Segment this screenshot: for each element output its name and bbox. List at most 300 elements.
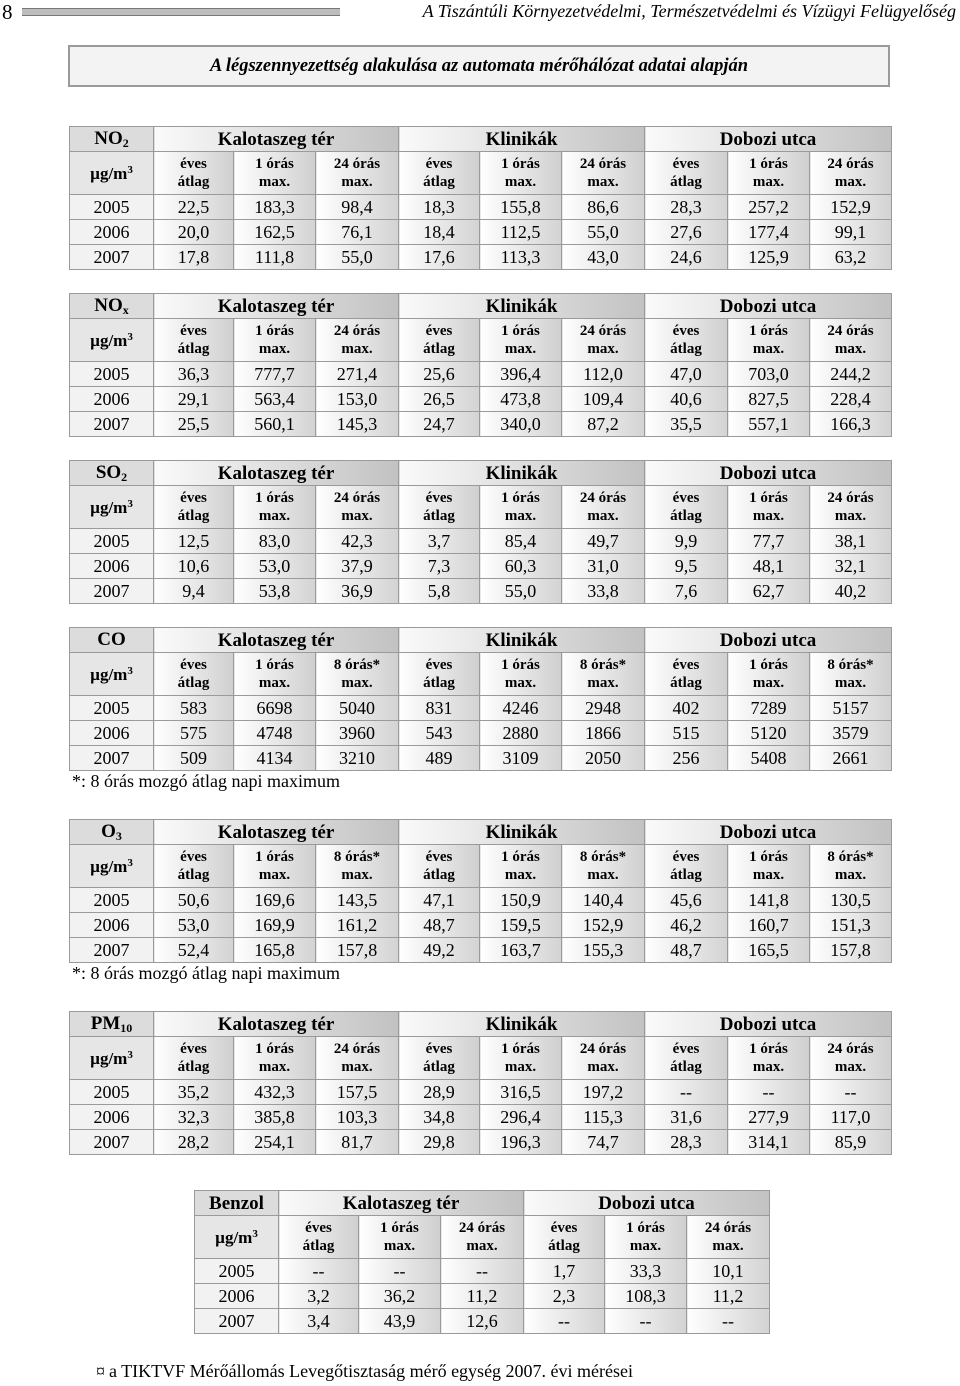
annual-mean-header-label-line1: éves [305, 1219, 332, 1236]
hourly-max-header [480, 319, 562, 362]
station-header: Dobozi utca [645, 461, 892, 486]
value-cell: 55,0 [480, 579, 562, 604]
daily-max-header-label [316, 1042, 398, 1075]
year-cell: 2006 [70, 220, 154, 245]
value-cell: 85,9 [810, 1130, 892, 1155]
annual-mean-header [399, 1037, 480, 1080]
value-cell: 47,0 [645, 362, 728, 387]
hourly-max-header-label-line2: max. [258, 173, 291, 190]
unit-label [90, 1049, 133, 1068]
hourly-max-header-label [605, 1221, 686, 1254]
value-cell: 2948 [562, 696, 645, 721]
hourly-max-header [234, 152, 316, 195]
daily-max-header-label-line1: 8 órás* [579, 848, 627, 865]
value-cell: 197,2 [562, 1080, 645, 1105]
value-cell: 50,6 [154, 888, 234, 913]
daily-max-header-label-line2: max. [466, 1237, 498, 1254]
value-cell: 157,8 [316, 938, 399, 963]
annual-mean-header-label-line1: éves [180, 489, 207, 506]
value-cell: 169,6 [234, 888, 316, 913]
daily-max-header [687, 1216, 770, 1259]
annual-mean-header [645, 1037, 728, 1080]
daily-max-header-label [687, 1221, 769, 1254]
unit-text: µg/m [90, 664, 128, 684]
table-row [70, 387, 892, 412]
page-number: 8 [2, 0, 13, 24]
hourly-max-header-label [480, 157, 561, 190]
annual-mean-header [154, 845, 234, 888]
value-cell: -- [441, 1259, 524, 1284]
annual-mean-header-label [399, 658, 479, 691]
annual-mean-header [399, 152, 480, 195]
unit-label [90, 498, 133, 517]
daily-max-header-label-line2: max. [587, 1058, 619, 1075]
value-cell: 38,1 [810, 529, 892, 554]
hourly-max-header-label-line2: max. [752, 674, 785, 691]
annual-mean-header [399, 486, 480, 529]
daily-max-header-label [562, 324, 644, 357]
year-cell: 2007 [70, 1130, 154, 1155]
station-header: Klinikák [399, 127, 645, 152]
value-cell: 35,5 [645, 412, 728, 437]
daily-max-header [810, 319, 892, 362]
hourly-max-header-label [728, 1042, 809, 1075]
value-cell: 22,5 [154, 195, 234, 220]
year-cell: 2006 [195, 1284, 279, 1309]
hourly-max-header-label-line1: 1 órás [749, 489, 788, 506]
unit-text: µg/m [90, 856, 128, 876]
year-cell: 2005 [70, 696, 154, 721]
station-header-row [195, 1191, 770, 1216]
unit-superscript: 3 [127, 1048, 133, 1061]
hourly-max-header-label-line2: max. [383, 1237, 416, 1254]
daily-max-header-label-line2: max. [341, 1058, 373, 1075]
daily-max-header-label-line1: 24 órás [458, 1219, 506, 1236]
value-cell: 1,7 [524, 1259, 605, 1284]
pollutant-subscript: 2 [121, 470, 128, 484]
value-cell: 256 [645, 746, 728, 771]
value-cell: 17,8 [154, 245, 234, 270]
pollutant-symbol: PM [90, 1013, 121, 1034]
daily-max-header-label [562, 658, 644, 691]
value-cell: 296,4 [480, 1105, 562, 1130]
unit-text: µg/m [90, 330, 128, 350]
hourly-max-header-label-line2: max. [504, 674, 537, 691]
value-cell: 228,4 [810, 387, 892, 412]
daily-max-header [562, 486, 645, 529]
value-cell: 432,3 [234, 1080, 316, 1105]
daily-max-header-label-line1: 8 órás* [827, 656, 874, 673]
value-cell: 85,4 [480, 529, 562, 554]
daily-max-header-label [316, 324, 398, 357]
pollutant-subscript: 10 [120, 1021, 133, 1035]
value-cell: 5408 [728, 746, 810, 771]
hourly-max-header-label-line1: 1 órás [501, 489, 540, 506]
daily-max-header [562, 1037, 645, 1080]
value-cell: 3,2 [279, 1284, 359, 1309]
daily-max-header-label-line1: 24 órás [579, 155, 627, 172]
value-cell: 5040 [316, 696, 399, 721]
value-cell: 152,9 [810, 195, 892, 220]
station-header-row [70, 820, 892, 845]
station-header: Klinikák [399, 294, 645, 319]
value-cell: 43,0 [562, 245, 645, 270]
hourly-max-header-label-line2: max. [752, 340, 785, 357]
annual-mean-header-label [154, 157, 233, 190]
station-header: Klinikák [399, 820, 645, 845]
value-cell: 36,3 [154, 362, 234, 387]
value-cell: 5120 [728, 721, 810, 746]
daily-max-header-label-line2: max. [587, 507, 619, 524]
hourly-max-header-label [728, 324, 809, 357]
daily-max-header-label-line2: max. [587, 340, 619, 357]
annual-mean-header [645, 486, 728, 529]
station-header: Kalotaszeg tér [154, 1012, 399, 1037]
value-cell: 63,2 [810, 245, 892, 270]
value-cell: 83,0 [234, 529, 316, 554]
hourly-max-header-label [480, 324, 561, 357]
table-row [70, 938, 892, 963]
value-cell: 3,4 [279, 1309, 359, 1334]
annual-mean-header [154, 1037, 234, 1080]
hourly-max-header-label-line1: 1 órás [501, 155, 540, 172]
hourly-max-header-label [728, 491, 809, 524]
hourly-max-header-label [234, 157, 315, 190]
value-cell: 33,8 [562, 579, 645, 604]
value-cell: 2050 [562, 746, 645, 771]
value-cell: 560,1 [234, 412, 316, 437]
pollutant-symbol: NO [94, 128, 123, 149]
metric-header-row [70, 152, 892, 195]
value-cell: 196,3 [480, 1130, 562, 1155]
value-cell: 28,3 [645, 195, 728, 220]
annual-mean-header-label-line1: éves [550, 1219, 578, 1236]
daily-max-header [316, 653, 399, 696]
table-row [70, 579, 892, 604]
value-cell: 3109 [480, 746, 562, 771]
value-cell: 18,4 [399, 220, 480, 245]
metric-header-row [70, 1037, 892, 1080]
hourly-max-header [359, 1216, 441, 1259]
daily-max-header-label-line1: 24 órás [827, 489, 874, 506]
unit-text: µg/m [215, 1227, 253, 1247]
table-row [70, 529, 892, 554]
value-cell: 74,7 [562, 1130, 645, 1155]
daily-max-header-label-line1: 24 órás [333, 155, 381, 172]
daily-max-header-label-line1: 24 órás [827, 155, 874, 172]
value-cell: 17,6 [399, 245, 480, 270]
daily-max-header [316, 319, 399, 362]
hourly-max-header [480, 152, 562, 195]
hourly-max-header-label-line2: max. [258, 674, 291, 691]
value-cell: 113,3 [480, 245, 562, 270]
hourly-max-header [728, 152, 810, 195]
hourly-max-header-label-line1: 1 órás [255, 656, 294, 673]
value-cell: 81,7 [316, 1130, 399, 1155]
station-header-row [70, 294, 892, 319]
hourly-max-header [728, 653, 810, 696]
annual-mean-header-label-line2: átlag [423, 1058, 455, 1075]
running-header-rule [22, 8, 340, 16]
value-cell: 125,9 [728, 245, 810, 270]
daily-max-header-label-line1: 24 órás [579, 1040, 627, 1057]
daily-max-header-label-line1: 8 órás* [333, 656, 381, 673]
hourly-max-header-label-line1: 1 órás [749, 848, 788, 865]
pollutant-name [70, 461, 154, 486]
table-row [70, 245, 892, 270]
value-cell: 3960 [316, 721, 399, 746]
hourly-max-header-label [480, 491, 561, 524]
value-cell: 111,8 [234, 245, 316, 270]
value-cell: 52,4 [154, 938, 234, 963]
hourly-max-header-label-line1: 1 órás [255, 489, 294, 506]
value-cell: 703,0 [728, 362, 810, 387]
daily-max-header-label [562, 1042, 644, 1075]
pollutant-table [69, 460, 892, 604]
daily-max-header-label-line2: max. [834, 173, 867, 190]
value-cell: 45,6 [645, 888, 728, 913]
running-header: A Tiszántúli Környezetvédelmi, Természetvédelmi és Vízügyi Felügyelőség [422, 1, 956, 21]
table-row [70, 696, 892, 721]
value-cell: 76,1 [316, 220, 399, 245]
value-cell: -- [279, 1259, 359, 1284]
unit-cell [70, 845, 154, 888]
annual-mean-header-label-line1: éves [180, 1040, 207, 1057]
value-cell: 2880 [480, 721, 562, 746]
station-header: Klinikák [399, 1012, 645, 1037]
hourly-max-header-label-line1: 1 órás [749, 155, 788, 172]
value-cell: 143,5 [316, 888, 399, 913]
daily-max-header-label-line2: max. [834, 1058, 867, 1075]
unit-cell [70, 1037, 154, 1080]
daily-max-header-label-line2: max. [341, 340, 373, 357]
hourly-max-header-label [359, 1221, 440, 1254]
station-header: Klinikák [399, 628, 645, 653]
hourly-max-header-label-line2: max. [504, 1058, 537, 1075]
year-cell: 2007 [70, 579, 154, 604]
value-cell: 155,8 [480, 195, 562, 220]
annual-mean-header-label [154, 324, 233, 357]
value-cell: 47,1 [399, 888, 480, 913]
annual-mean-header-label-line2: átlag [670, 340, 702, 357]
value-cell: 2661 [810, 746, 892, 771]
pollutant-name [70, 628, 154, 653]
moving-average-note: *: 8 órás mozgó átlag napi maximum [72, 771, 340, 791]
daily-max-header-label-line1: 8 órás* [579, 656, 627, 673]
annual-mean-header-label-line2: átlag [177, 1058, 210, 1075]
footnote [96, 1361, 633, 1382]
value-cell: 163,7 [480, 938, 562, 963]
daily-max-header [810, 1037, 892, 1080]
daily-max-header-label [810, 157, 891, 190]
hourly-max-header [480, 845, 562, 888]
year-cell: 2007 [70, 746, 154, 771]
value-cell: 151,3 [810, 913, 892, 938]
value-cell: 271,4 [316, 362, 399, 387]
hourly-max-header-label-line2: max. [258, 507, 291, 524]
unit-label [215, 1228, 258, 1247]
value-cell: 9,5 [645, 554, 728, 579]
annual-mean-header-label [399, 1042, 479, 1075]
station-header: Kalotaszeg tér [154, 294, 399, 319]
unit-superscript: 3 [127, 330, 133, 343]
daily-max-header-label-line2: max. [834, 507, 867, 524]
daily-max-header-label [810, 850, 891, 883]
annual-mean-header [645, 845, 728, 888]
value-cell: 385,8 [234, 1105, 316, 1130]
year-cell: 2005 [70, 1080, 154, 1105]
value-cell: 166,3 [810, 412, 892, 437]
value-cell: 62,7 [728, 579, 810, 604]
annual-mean-header-label-line1: éves [180, 656, 207, 673]
annual-mean-header [399, 653, 480, 696]
hourly-max-header-label-line1: 1 órás [255, 155, 294, 172]
value-cell: -- [645, 1080, 728, 1105]
value-cell: 7289 [728, 696, 810, 721]
value-cell: 25,6 [399, 362, 480, 387]
annual-mean-header-label-line2: átlag [177, 674, 210, 691]
value-cell: 489 [399, 746, 480, 771]
value-cell: 99,1 [810, 220, 892, 245]
hourly-max-header-label-line2: max. [258, 340, 291, 357]
value-cell: 575 [154, 721, 234, 746]
pollutant-subscript: x [122, 303, 129, 317]
annual-mean-header-label-line2: átlag [548, 1237, 580, 1254]
value-cell: 55,0 [316, 245, 399, 270]
pollutant-symbol: SO [95, 462, 122, 483]
daily-max-header-label-line2: max. [587, 866, 619, 883]
hourly-max-header-label-line2: max. [504, 507, 537, 524]
daily-max-header-label [316, 850, 398, 883]
station-header: Klinikák [399, 461, 645, 486]
annual-mean-header-label-line1: éves [672, 322, 700, 339]
daily-max-header-label-line2: max. [712, 1237, 744, 1254]
value-cell: 5157 [810, 696, 892, 721]
hourly-max-header [234, 653, 316, 696]
value-cell: 160,7 [728, 913, 810, 938]
value-cell: 11,2 [687, 1284, 770, 1309]
annual-mean-header-label [645, 157, 727, 190]
value-cell: 28,9 [399, 1080, 480, 1105]
unit-text: µg/m [90, 1048, 128, 1068]
year-cell: 2007 [70, 412, 154, 437]
value-cell: 165,5 [728, 938, 810, 963]
station-header: Kalotaszeg tér [154, 820, 399, 845]
station-header: Dobozi utca [645, 127, 892, 152]
value-cell: 150,9 [480, 888, 562, 913]
table-row [195, 1309, 770, 1334]
value-cell: 48,7 [645, 938, 728, 963]
daily-max-header-label-line1: 24 órás [827, 322, 874, 339]
daily-max-header-label [562, 157, 644, 190]
hourly-max-header [728, 1037, 810, 1080]
hourly-max-header-label-line1: 1 órás [501, 656, 540, 673]
table-row [70, 412, 892, 437]
annual-mean-header-label [399, 491, 479, 524]
benzol-table [194, 1190, 770, 1334]
daily-max-header [562, 152, 645, 195]
annual-mean-header-label-line1: éves [425, 155, 453, 172]
annual-mean-header-label-line1: éves [180, 155, 207, 172]
value-cell: 29,8 [399, 1130, 480, 1155]
daily-max-header [562, 319, 645, 362]
annual-mean-header-label [524, 1221, 604, 1254]
value-cell: 6698 [234, 696, 316, 721]
value-cell: 7,6 [645, 579, 728, 604]
value-cell: 169,9 [234, 913, 316, 938]
year-cell: 2005 [70, 888, 154, 913]
value-cell: 3210 [316, 746, 399, 771]
moving-average-note: *: 8 órás mozgó átlag napi maximum [72, 963, 340, 983]
value-cell: 7,3 [399, 554, 480, 579]
value-cell: 4748 [234, 721, 316, 746]
pollutant-table [69, 126, 892, 270]
hourly-max-header-label-line1: 1 órás [255, 1040, 294, 1057]
station-header: Dobozi utca [645, 1012, 892, 1037]
value-cell: 48,7 [399, 913, 480, 938]
year-cell: 2006 [70, 387, 154, 412]
value-cell: 509 [154, 746, 234, 771]
value-cell: 402 [645, 696, 728, 721]
annual-mean-header-label-line1: éves [672, 155, 700, 172]
value-cell: 112,0 [562, 362, 645, 387]
value-cell: 515 [645, 721, 728, 746]
value-cell: 28,3 [645, 1130, 728, 1155]
annual-mean-header-label-line2: átlag [302, 1237, 335, 1254]
unit-text: µg/m [90, 497, 128, 517]
value-cell: 157,5 [316, 1080, 399, 1105]
footnote-symbol: ¤ [96, 1361, 105, 1381]
annual-mean-header-label-line2: átlag [423, 866, 455, 883]
hourly-max-header-label [480, 850, 561, 883]
value-cell: 183,3 [234, 195, 316, 220]
hourly-max-header [234, 486, 316, 529]
unit-superscript: 3 [127, 163, 133, 176]
annual-mean-header [524, 1216, 605, 1259]
value-cell: 159,5 [480, 913, 562, 938]
value-cell: 49,7 [562, 529, 645, 554]
daily-max-header-label-line1: 8 órás* [827, 848, 874, 865]
value-cell: 162,5 [234, 220, 316, 245]
year-cell: 2006 [70, 721, 154, 746]
table-row [70, 913, 892, 938]
table-row [70, 1105, 892, 1130]
value-cell: 543 [399, 721, 480, 746]
table-row [70, 1080, 892, 1105]
hourly-max-header [605, 1216, 687, 1259]
annual-mean-header-label [279, 1221, 358, 1254]
hourly-max-header-label-line2: max. [504, 173, 537, 190]
daily-max-header-label-line2: max. [587, 173, 619, 190]
annual-mean-header-label-line1: éves [425, 656, 453, 673]
daily-max-header-label-line2: max. [341, 674, 373, 691]
annual-mean-header-label [399, 157, 479, 190]
station-header: Kalotaszeg tér [154, 628, 399, 653]
annual-mean-header-label [154, 850, 233, 883]
annual-mean-header-label-line2: átlag [423, 674, 455, 691]
daily-max-header [810, 845, 892, 888]
daily-max-header-label [810, 658, 891, 691]
year-cell: 2005 [195, 1259, 279, 1284]
value-cell: 86,6 [562, 195, 645, 220]
annual-mean-header-label-line2: átlag [670, 507, 702, 524]
hourly-max-header-label-line2: max. [752, 1058, 785, 1075]
unit-superscript: 3 [127, 856, 133, 869]
value-cell: 29,1 [154, 387, 234, 412]
hourly-max-header-label [728, 658, 809, 691]
table-row [70, 888, 892, 913]
hourly-max-header-label-line1: 1 órás [380, 1219, 419, 1236]
